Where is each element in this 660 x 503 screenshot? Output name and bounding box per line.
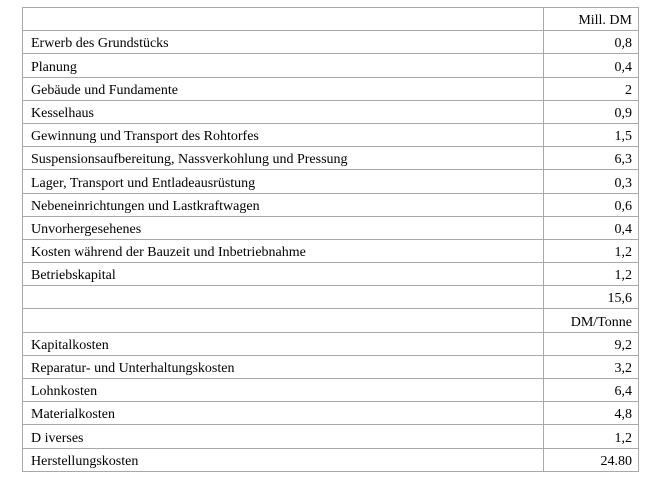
table-row (23, 216, 639, 239)
table-row (23, 147, 639, 170)
row-label: Suspensionsaufbereitung, Nassverkohlung und Pressung (23, 147, 544, 170)
row-label: Gebäude und Fundamente (23, 77, 544, 100)
row-label: Betriebskapital (23, 263, 544, 286)
row-label: Reparatur- und Unterhaltungskosten (23, 355, 544, 378)
row-label: Kapitalkosten (23, 332, 544, 355)
row-value: 0,4 (544, 216, 639, 239)
row-value: 0,9 (544, 100, 639, 123)
table-row (23, 425, 639, 448)
row-label: Lager, Transport und Entladeausrüstung (23, 170, 544, 193)
row-label: D iverses (23, 425, 544, 448)
total-row (23, 286, 639, 309)
table-row (23, 100, 639, 123)
row-label: Materialkosten (23, 402, 544, 425)
table-row (23, 170, 639, 193)
table-row (23, 54, 639, 77)
unit-header-dm-per-tonne: DM/Tonne (544, 309, 639, 332)
row-value: 6,3 (544, 147, 639, 170)
row-label: Erwerb des Grundstücks (23, 31, 544, 54)
unit-header-mill-dm: Mill. DM (544, 8, 639, 31)
row-value: 24.80 (544, 448, 639, 471)
row-label: Herstellungskosten (23, 448, 544, 471)
table-header-row (23, 8, 639, 31)
table-row (23, 402, 639, 425)
row-value: 1,2 (544, 425, 639, 448)
row-value: 0,8 (544, 31, 639, 54)
row-label: Planung (23, 54, 544, 77)
total-value: 15,6 (544, 286, 639, 309)
table-row (23, 239, 639, 262)
row-value: 1,2 (544, 263, 639, 286)
row-value: 1,5 (544, 123, 639, 146)
row-value: 0,4 (544, 54, 639, 77)
table-row (23, 193, 639, 216)
row-label: Lohnkosten (23, 379, 544, 402)
total-label-cell (23, 286, 544, 309)
table-row (23, 123, 639, 146)
row-label: Kesselhaus (23, 100, 544, 123)
row-label: Unvorhergesehenes (23, 216, 544, 239)
table-header-row (23, 309, 639, 332)
row-value: 6,4 (544, 379, 639, 402)
table-row (23, 263, 639, 286)
row-label: Gewinnung und Transport des Rohtorfes (23, 123, 544, 146)
table-row (23, 448, 639, 471)
row-label: Nebeneinrichtungen und Lastkraftwagen (23, 193, 544, 216)
table-row (23, 355, 639, 378)
row-value: 0,3 (544, 170, 639, 193)
row-value: 2 (544, 77, 639, 100)
table-row (23, 31, 639, 54)
header-label-cell (23, 309, 544, 332)
cost-table (22, 7, 639, 472)
table-row (23, 332, 639, 355)
row-label: Kosten während der Bauzeit und Inbetriebnahme (23, 239, 544, 262)
row-value: 0,6 (544, 193, 639, 216)
row-value: 9,2 (544, 332, 639, 355)
table-row (23, 379, 639, 402)
row-value: 1,2 (544, 239, 639, 262)
table-row (23, 77, 639, 100)
header-label-cell (23, 8, 544, 31)
row-value: 3,2 (544, 355, 639, 378)
row-value: 4,8 (544, 402, 639, 425)
